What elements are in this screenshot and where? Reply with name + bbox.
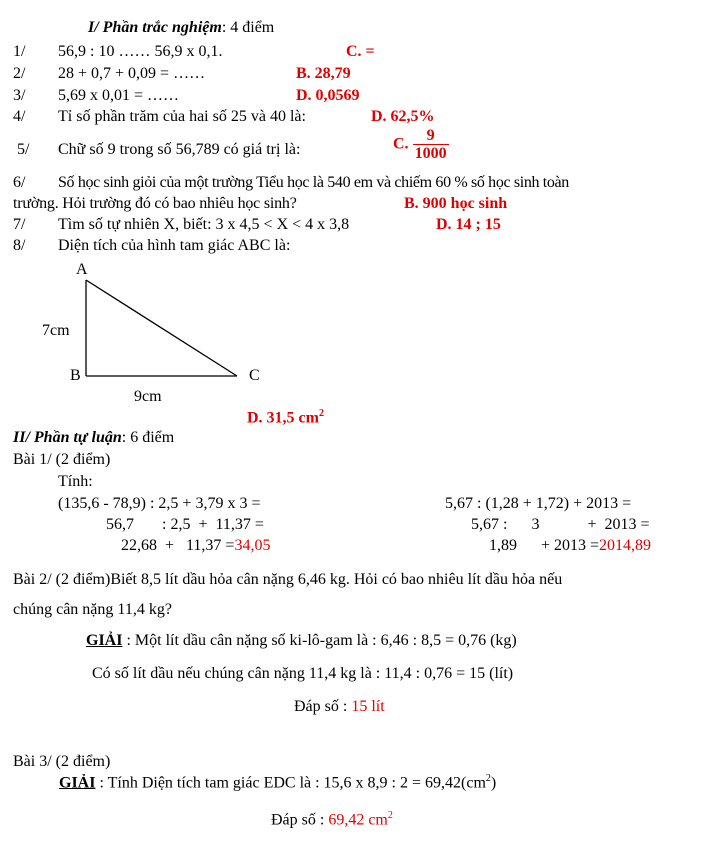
bai3-solution-end: ) <box>490 774 497 792</box>
bai1-left-result: 34,05 <box>234 537 271 554</box>
bai1-right-line3 <box>489 537 651 555</box>
part2-heading <box>13 429 174 447</box>
question-6-answer: B. 900 học sinh <box>404 195 508 212</box>
question-5-answer-prefix: C. <box>393 135 409 153</box>
bai2-solution-text1: : Một lít dầu cân nặng số ki-lô-gam là : 6,46 : 8,5 = 0,76 (kg) <box>122 632 517 649</box>
bai2-title: Bài 2/ (2 điểm) <box>13 571 111 588</box>
bai3-title: Bài 3/ (2 điểm) <box>13 753 111 770</box>
bai3-answer-label: Đáp số : <box>271 811 329 829</box>
question-7-number: 7/ <box>13 216 26 233</box>
bai1-right-result: 2014,89 <box>599 537 652 554</box>
question-4-answer: D. 62,5% <box>371 108 435 125</box>
bai2-solution-line2: Có số lít dầu nếu chúng cân nặng 11,4 kg là : 11,4 : 0,76 = 15 (lít) <box>92 665 514 682</box>
question-6-number: 6/ <box>13 174 26 191</box>
bai1-tinh-label: Tính: <box>58 473 93 490</box>
question-5-text: Chữ số 9 trong số 56,789 có giá trị là: <box>58 141 301 158</box>
bai1-right-line1: 5,67 : (1,28 + 1,72) + 2013 = <box>445 495 632 512</box>
bai3-solution-text: : Tính Diện tích tam giác EDC là : 15,6 x 8,9 : 2 = 69,42(cm <box>95 774 486 792</box>
question-1-text: 56,9 : 10 …… 56,9 x 0,1. <box>58 43 223 60</box>
bai1-left-line3 <box>121 537 270 555</box>
question-8-answer-value: D. 31,5 cm <box>247 409 319 427</box>
question-6-text-line1: Số học sinh giỏi của một trường Tiểu học là 540 em và chiếm 60 % số học sinh toàn <box>58 174 569 191</box>
question-1-number: 1/ <box>13 43 26 60</box>
bai3-answer <box>271 810 393 829</box>
bai1-left-line2: 56,7 : 2,5 + 11,37 = <box>106 516 264 533</box>
bai3-answer-sup: 2 <box>387 810 393 821</box>
question-4-text: Tỉ số phần trăm của hai số 25 và 40 là: <box>58 108 306 125</box>
question-8-answer-sup: 2 <box>318 408 324 419</box>
bai1-left-line3-text: 22,68 + 11,37 = <box>121 537 235 554</box>
bai3-solution <box>59 773 496 792</box>
question-8-answer <box>247 408 324 427</box>
vertex-label-c: C <box>249 367 260 384</box>
question-3-answer: D. 0,0569 <box>296 87 360 104</box>
fraction-numerator: 9 <box>413 127 449 145</box>
question-7-answer: D. 14 ; 15 <box>436 216 501 233</box>
bai1-right-line3-text: 1,89 + 2013 = <box>489 537 600 554</box>
bai2-text-line1: Biết 8,5 lít dầu hỏa cân nặng 6,46 kg. Hỏi có bao nhiêu lít dầu hỏa nếu <box>110 571 563 588</box>
bai1-left-line1: (135,6 - 78,9) : 2,5 + 3,79 x 3 = <box>58 495 261 512</box>
question-7-text: Tìm số tự nhiên X, biết: 3 x 4,5 < X < 4 x 3,8 <box>58 216 350 233</box>
question-3-number: 3/ <box>13 87 26 104</box>
question-2-number: 2/ <box>13 65 26 82</box>
question-2-answer: B. 28,79 <box>296 65 351 82</box>
question-4-number: 4/ <box>13 108 26 125</box>
question-5-number: 5/ <box>17 141 30 158</box>
question-6-text-line2: trường. Hỏi trường đó có bao nhiêu học sinh? <box>13 195 297 212</box>
vertex-label-b: B <box>70 367 81 384</box>
triangle-side-ac <box>86 280 237 376</box>
fraction-denominator: 1000 <box>414 145 447 162</box>
bai3-answer-value: 69,42 cm <box>328 811 388 829</box>
part2-points: : 6 điểm <box>121 429 175 446</box>
vertex-label-a: A <box>76 261 88 278</box>
bai2-answer <box>294 698 385 716</box>
bai2-giai-label: GIẢI <box>86 632 123 649</box>
bai1-right-line2: 5,67 : 3 + 2013 = <box>471 516 650 533</box>
height-label: 7cm <box>42 322 70 339</box>
bai2-answer-value: 15 lít <box>351 698 385 715</box>
question-1-answer: C. = <box>346 43 375 60</box>
part1-points: : 4 điểm <box>221 19 275 36</box>
bai1-title: Bài 1/ (2 điểm) <box>13 451 111 468</box>
bai2-solution-line1 <box>86 632 517 650</box>
bai3-solution-sup: 2 <box>485 773 491 784</box>
part2-title: II/ Phần tự luận <box>13 429 122 446</box>
question-2-text: 28 + 0,7 + 0,09 = …… <box>58 65 206 82</box>
bai2-text-line2: chúng cân nặng 11,4 kg? <box>13 601 172 618</box>
bai2-answer-label: Đáp số : <box>294 698 352 715</box>
bai2-problem-line1 <box>13 571 562 589</box>
bai3-giai-label: GIẢI <box>59 774 96 792</box>
base-label: 9cm <box>134 388 162 405</box>
question-3-text: 5,69 x 0,01 = …… <box>58 87 180 104</box>
part1-title: I/ Phần trắc nghiệm <box>88 19 222 36</box>
question-8-number: 8/ <box>13 237 26 254</box>
question-8-text: Diện tích của hình tam giác ABC là: <box>58 237 291 254</box>
